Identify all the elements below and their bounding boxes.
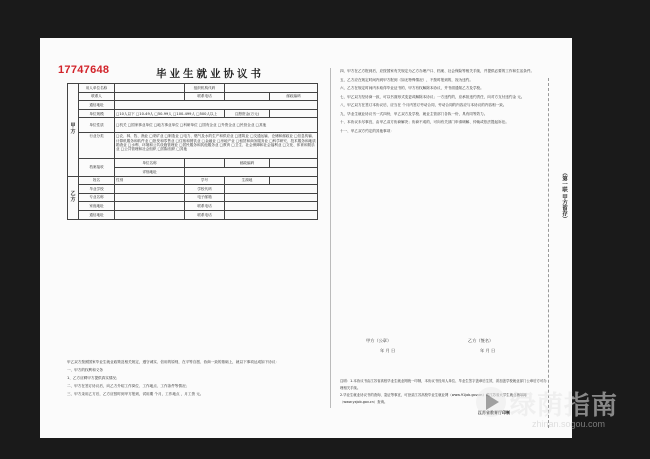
origin-label: 生源地 [225,176,270,185]
file-postal-field[interactable] [270,159,318,168]
contact-phone-field[interactable] [225,92,270,101]
file-address-label: 详细地址 [115,167,185,176]
file-unit-name-label: 单位名称 [115,159,185,168]
postal-code-label: 邮政编码 [270,92,318,101]
company-size-options[interactable]: □10人以下 □10-49人 □50-99人 □100-499人 □500人以上 [115,109,225,118]
watermark [470,385,640,435]
left-term-1: 一、甲方的权利和义务 [67,368,103,372]
school-code-field[interactable] [225,185,318,194]
company-size-label: 单位规模 [79,109,115,118]
footnote-1: 2.毕业生就业协议书的查询、鉴证等事宜，可登录江苏高校毕业生就业网（www.91job.gov.cn）或江苏省大学生就业指导网（www.yxjob.gov.cn）查询。 [340,393,527,404]
home-phone-label: 联系电话 [185,202,225,211]
watermark-text: 绿荫指南 [510,391,619,421]
email-label: 电子邮箱 [185,193,225,202]
file-address-field[interactable] [185,167,318,176]
left-term-0: 甲乙双方按照国家毕业生就业政策及相关规定，遵守诚实、信用的原则，在平等自愿、协商一致的基础上，就以下事项达成如下协议： [67,360,280,364]
mail-address-label: 通信地址 [79,210,115,219]
agreement-form-table [67,83,318,220]
email-field[interactable] [225,193,318,202]
right-term-7: 十一、甲乙双方约定的其他事项： [340,128,394,133]
address-field[interactable] [115,101,318,110]
right-term-6: 十、本协议未尽事宜，由甲乙双方协商解决；协商不成的，可向有关部门申请调解、仲裁或依法提起诉讼。 [340,120,509,124]
company-nature-label: 单位性质 [79,118,115,133]
party-a-section-label: 甲方 [68,84,79,177]
file-postal-label: 邮政编码 [225,159,270,168]
contact-phone-label: 联系电话 [185,92,225,101]
employer-name-field[interactable] [115,84,185,93]
mail-phone-label: 联系电话 [185,210,225,219]
party-b-date: 年 月 日 [480,348,496,353]
right-term-2: 六、乙方在规定时间内未取得毕业证书的，甲方有权解除本协议，并书面通知乙方及学校。 [340,86,484,90]
contact-label: 联系人 [79,92,115,101]
home-phone-field[interactable] [225,202,318,211]
left-term-2: 1、乙方应聘甲方提供真实情况； [67,376,120,380]
right-term-3: 七、甲乙双方经协商一致，可以书面形式变更或解除本协议；一方违约的，应承担违约责任，向对方支付违约金 元。 [340,94,525,99]
play-logo-icon [476,387,506,417]
industry-label: 行业分类 [79,133,115,159]
left-terms [67,358,317,398]
student-id-label: 学号 [185,176,225,185]
file-unit-name-field[interactable] [185,159,225,168]
party-b-sign-label: 乙方（签名） [468,338,494,343]
school-code-label: 学校代码 [185,185,225,194]
address-label: 通信地址 [79,101,115,110]
serial-number: 17747648 [58,64,110,76]
school-field[interactable] [115,185,185,194]
industry-options[interactable]: □农、林、牧、渔业 □采矿业 □制造业 □电力、燃气及水的生产和供应业 □建筑业 □交通运输、仓储和邮政业 □信息传输、计算机服务和软件业 □批发和零售业 □住宿和餐饮业 □金融业 □房地产业 □租赁和商务服务业 □科学研究、技术服务和地质勘查业 □水利、环境和公共设施管理业 □居民服务和其他服务业 □教育 □卫生、社会保障和社会福利业 □文化、体育和娱乐业 □公共管理和社会组织 □国际组织 □其他 [115,133,318,159]
copy-stub-label: （第一联 甲方留存） [561,170,567,222]
footnote-0: 注明：1.本协议书由江苏省高校毕业生就业网统一印制，本协议书经用人单位、毕业生签字盖章后生效，须加盖学校就业部门公章后方可办理相关手续。 [340,379,547,390]
school-label: 毕业学校 [79,185,115,194]
left-term-3: 二、甲方在签订协议后，向乙方介绍工作岗位、工作地点、工作条件等情况； [67,384,190,388]
watermark-url: zhinan.sogou.com [532,419,606,429]
right-term-1: 五、乙方应在规定时间内到甲方报到（如无特殊情况），不按时报到的，视为违约。 [340,77,473,82]
document-title: 毕业生就业协议书 [156,68,264,80]
registered-capital-field[interactable] [270,109,318,118]
agreement-sheet [40,38,572,438]
left-term-4: 三、甲方录用乙方后，乙方应按时到甲方报到，试用期 个月，工作地点 ，月工资 元。 [67,392,204,396]
right-term-4: 八、甲乙双方在签订本协议后，应当在 个月内签订劳动合同，劳动合同的内容应与本协议的内容相一致。 [340,103,507,107]
major-label: 专业名称 [79,193,115,202]
student-name-label: 姓名 [79,176,115,185]
printer-label: 江苏省教育厅印制 [478,410,510,415]
org-code-field[interactable] [225,84,318,93]
right-term-0: 四、甲方在乙方报到后，应按国家有关规定为乙方办理户口、档案、社会保险等相关手续，并提供必要的工作和生活条件。 [340,69,535,73]
company-nature-options[interactable]: □机关 □国家事业单位 □地方事业单位 □科研单位 □国有企业 □外资企业 □民营企业 □其他 [115,118,318,133]
column-divider [330,68,331,408]
home-address-label: 家庭地址 [79,202,115,211]
party-a-seal-label: 甲方（公章） [366,338,392,343]
employer-name-label: 用人单位名称 [79,84,115,93]
contact-field[interactable] [115,92,185,101]
right-terms [340,68,548,136]
major-field[interactable] [115,193,185,202]
file-receive-label: 档案接收 [79,159,115,176]
org-code-label: 组织机构代码 [185,84,225,93]
mail-address-field[interactable] [115,210,185,219]
right-term-5: 九、毕业生就业协议书一式四份，甲乙双方及学校、就业主管部门各执一份，具有同等效力。 [340,111,488,116]
home-address-field[interactable] [115,202,185,211]
origin-field[interactable] [270,176,318,185]
mail-phone-field[interactable] [225,210,318,219]
party-b-section-label: 乙方 [68,176,79,219]
party-a-date: 年 月 日 [380,348,396,353]
student-gender-label: 性别 [115,176,185,185]
registered-capital-label: 注册资金(万元) [225,109,270,118]
tear-line [548,78,549,428]
